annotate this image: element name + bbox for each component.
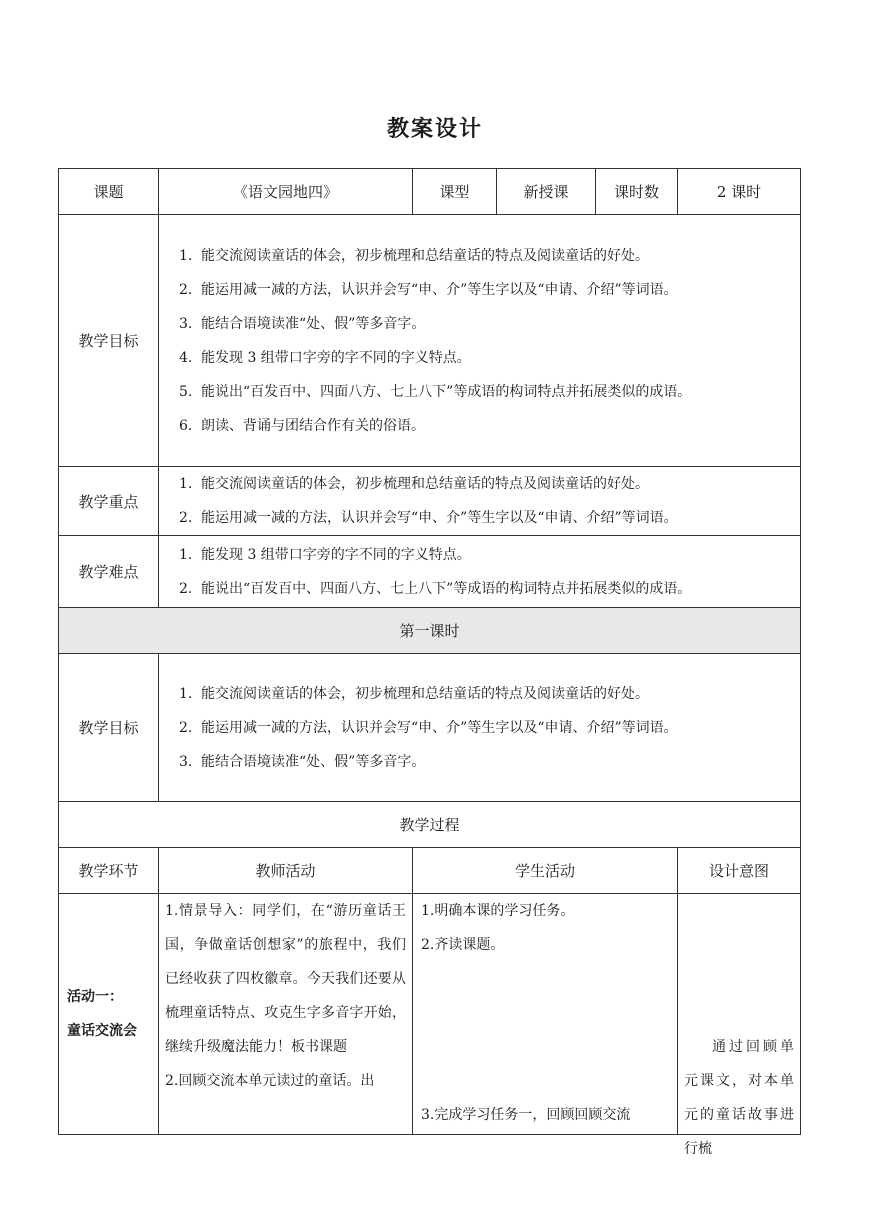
student-activity-step-3: 3.完成学习任务一，回顾回顾交流 <box>421 1107 631 1123</box>
topic-value: 《语文园地四》 <box>159 169 413 215</box>
first-lesson-heading: 第一课时 <box>59 608 801 654</box>
lesson-type-label: 课型 <box>413 169 497 215</box>
col-stage-header: 教学环节 <box>59 848 159 894</box>
process-columns-row <box>59 848 801 894</box>
first-lesson-objectives-row <box>59 654 801 802</box>
key-point-item: 2. 能运用减一减的方法，认识并会写“申、介”等生字以及“申请、介绍”等词语。 <box>179 510 678 526</box>
lesson-type-value: 新授课 <box>497 169 596 215</box>
objective-item: 1. 能交流阅读童话的体会，初步梳理和总结童话的特点及阅读童话的好处。 <box>179 247 649 264</box>
process-heading: 教学过程 <box>59 802 801 848</box>
difficulty-item: 2. 能说出“百发百中、四面八方、七上八下”等成语的构词特点并拓展类似的成语。 <box>179 580 692 597</box>
teacher-activity-step-1: 1.情景导入：同学们，在“游历童话王国，争做童话创想家”的旅程中，我们已经收获了四枚徽章。今天我们还要从梳理童话特点、攻克生字多音字开始，继续升级魔法能力！板书课题 <box>165 903 406 1055</box>
col-teacher-header: 教师活动 <box>159 848 413 894</box>
activity-title: 童话交流会 <box>67 1023 137 1039</box>
difficulties-label: 教学难点 <box>59 536 159 608</box>
first-lesson-objectives-content <box>159 654 801 802</box>
objective-item: 5. 能说出“百发百中、四面八方、七上八下”等成语的构词特点并拓展类似的成语。 <box>179 383 692 400</box>
student-activity-cell <box>413 894 678 1135</box>
key-points-label: 教学重点 <box>59 467 159 536</box>
objectives-label: 教学目标 <box>59 215 159 467</box>
key-points-list <box>159 467 800 535</box>
key-points-row <box>59 467 801 536</box>
lesson-hours-label: 课时数 <box>596 169 678 215</box>
teacher-activity-cell <box>159 894 413 1135</box>
activity-number: 活动一： <box>67 989 123 1005</box>
objective-item: 3. 能结合语境读准“处、假”等多音字。 <box>179 315 426 332</box>
first-lesson-objectives-label: 教学目标 <box>59 654 159 802</box>
col-intent-header: 设计意图 <box>678 848 801 894</box>
process-heading-row <box>59 802 801 848</box>
header-row <box>59 169 801 215</box>
col-student-header: 学生活动 <box>413 848 678 894</box>
objective-item: 6. 朗读、背诵与团结合作有关的俗语。 <box>179 417 425 434</box>
first-lesson-objective-item: 1. 能交流阅读童话的体会，初步梳理和总结童话的特点及阅读童话的好处。 <box>179 685 649 702</box>
topic-label: 课题 <box>59 169 159 215</box>
document-title: 教案设计 <box>386 117 483 142</box>
key-points-content <box>159 467 801 536</box>
difficulties-content <box>159 536 801 608</box>
design-intent-cell <box>678 894 801 1157</box>
first-lesson-row <box>59 608 801 654</box>
key-point-item: 1. 能交流阅读童话的体会，初步梳理和总结童话的特点及阅读童话的好处。 <box>179 476 649 492</box>
objective-item: 4. 能发现 3 组带口字旁的字不同的字义特点。 <box>179 349 471 366</box>
first-lesson-objective-item: 2. 能运用减一减的方法，认识并会写“申、介”等生字以及“申请、介绍”等词语。 <box>179 719 678 736</box>
objectives-list <box>159 239 800 443</box>
lesson-hours-value: 2 课时 <box>678 169 801 215</box>
activity-name-cell <box>59 894 159 1135</box>
difficulties-row <box>59 536 801 608</box>
teacher-activity-step-2: 2.回顾交流本单元读过的童话。出 <box>165 1073 375 1089</box>
objective-item: 2. 能运用减一减的方法，认识并会写“申、介”等生字以及“申请、介绍”等词语。 <box>179 281 678 298</box>
objectives-row <box>59 215 801 467</box>
first-lesson-objectives-list <box>159 677 800 779</box>
activity-row <box>59 894 801 1135</box>
student-activity-step-1: 1.明确本课的学习任务。 <box>421 903 575 919</box>
difficulty-item: 1. 能发现 3 组带口字旁的字不同的字义特点。 <box>179 546 471 563</box>
first-lesson-objective-item: 3. 能结合语境读准“处、假”等多音字。 <box>179 753 426 770</box>
difficulties-list <box>159 538 800 606</box>
objectives-content <box>159 215 801 467</box>
student-activity-step-2: 2.齐读课题。 <box>421 937 505 953</box>
design-intent-text: 通过回顾单元课文，对本单元的童话故事进行梳 <box>684 1039 794 1157</box>
lesson-plan-table <box>58 168 801 1157</box>
